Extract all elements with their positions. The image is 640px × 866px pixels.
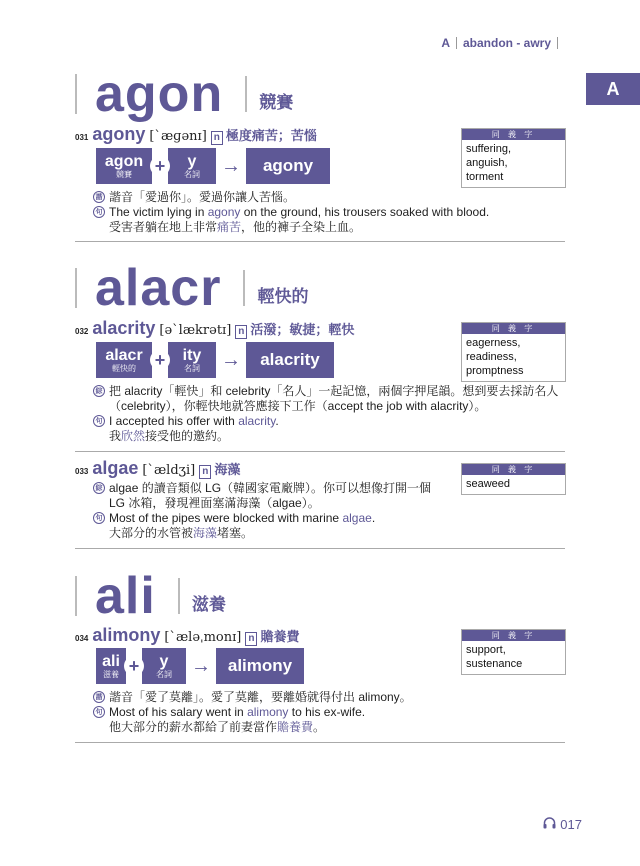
homophone-icon: 諧 — [93, 691, 105, 703]
word-formula — [96, 342, 334, 378]
definition: 極度痛苦；苦惱 — [225, 128, 317, 143]
root-heading — [75, 259, 309, 317]
synonym-title: 同 義 字 — [462, 323, 565, 334]
root-heading — [75, 65, 294, 123]
example-translation: 受害者躺在地上非常痛苦，他的褲子全染上血。 — [109, 220, 362, 234]
root-piece: agon 競賽 — [96, 148, 152, 184]
result-word: agony — [246, 148, 330, 184]
divider — [243, 270, 245, 306]
homophone-icon: 諧 — [93, 191, 105, 203]
word-formula — [96, 148, 330, 184]
section-divider — [75, 742, 565, 743]
word-formula — [96, 648, 304, 684]
sentence-icon: 句 — [93, 415, 105, 427]
synonym-title: 同 義 字 — [462, 464, 565, 475]
arrow-icon: → — [221, 154, 241, 177]
root-meaning: 競賽 — [259, 92, 294, 112]
mnemonic-note-cont: LG 冰箱，發現裡面塞滿海藻（algae）。 — [109, 496, 320, 510]
entry-notes — [93, 690, 573, 735]
headword: alimony — [92, 625, 161, 645]
headword: algae — [92, 458, 139, 478]
root-word: agon — [95, 65, 224, 123]
suffix-piece: y 名詞 — [142, 648, 186, 684]
entry-number: 033 — [75, 467, 89, 476]
running-header — [441, 36, 558, 50]
synonym-box — [461, 128, 566, 188]
mnemonic-note: 諧音「愛過你」。愛過你讓人苦惱。 — [109, 190, 296, 204]
plus-icon: + — [124, 656, 144, 676]
root-piece: alacr 輕快的 — [96, 342, 152, 378]
divider — [75, 74, 77, 114]
suffix-piece: y 名詞 — [168, 148, 216, 184]
header-letter: A — [441, 36, 450, 50]
synonym-list: eagerness, readiness, promptness — [466, 337, 524, 377]
synonym-title: 同 義 字 — [462, 630, 565, 641]
entry-notes — [93, 190, 573, 235]
arrow-icon: → — [191, 654, 211, 677]
plus-icon: + — [150, 156, 170, 176]
example-sentence: The victim lying in agony on the ground, his trousers soaked with blood. — [109, 205, 490, 219]
mnemonic-note-cont: （celebrity），你輕快地就答應接下工作（accept the job with alacrity）。 — [109, 399, 487, 413]
part-of-speech: n — [199, 465, 211, 479]
root-word: ali — [95, 567, 156, 625]
suffix-piece: ity 名詞 — [168, 342, 216, 378]
synonym-list: seaweed — [466, 478, 511, 490]
example-sentence: Most of the pipes were blocked with marine algae. — [109, 511, 376, 525]
pronunciation: [ˋæləˌmonɪ] — [164, 630, 242, 645]
example-translation: 他大部分的薪水都給了前妻當作贍養費。 — [109, 720, 326, 734]
section-divider — [75, 241, 565, 242]
part-of-speech: n — [211, 131, 223, 145]
header-divider — [456, 37, 457, 49]
part-of-speech: n — [235, 325, 247, 339]
headphones-icon[interactable] — [543, 817, 556, 832]
sentence-icon: 句 — [93, 706, 105, 718]
section-divider — [75, 548, 565, 549]
synonym-title: 同 義 字 — [462, 129, 565, 140]
entry-number: 034 — [75, 634, 89, 643]
example-translation: 大部分的水管被海藻堵塞。 — [109, 526, 254, 540]
root-meaning: 滋養 — [191, 594, 226, 614]
entry-notes — [93, 481, 573, 541]
definition: 活潑；敏捷；輕快 — [250, 322, 355, 337]
root-piece: ali 滋養 — [96, 648, 126, 684]
header-range: abandon - awry — [462, 36, 551, 50]
root-word: alacr — [95, 259, 222, 317]
synonym-box — [461, 629, 566, 675]
part-of-speech: n — [245, 632, 257, 646]
root-heading — [75, 567, 226, 625]
entry-number: 031 — [75, 133, 89, 142]
header-divider — [557, 37, 558, 49]
entry-notes — [93, 384, 573, 444]
divider — [75, 576, 77, 616]
mnemonic-note: 諧音「愛了莫離」。愛了莫離，要離婚就得付出 alimony。 — [109, 690, 412, 704]
synonym-box — [461, 322, 566, 382]
mnemonic-note: 把 alacrity「輕快」和 celebrity「名人」一起記憶，兩個字押尾韻。想到要去採訪名人 — [109, 384, 559, 398]
entry-number: 032 — [75, 327, 89, 336]
example-translation: 我欣然接受他的邀約。 — [109, 429, 230, 443]
example-sentence: I accepted his offer with alacrity. — [109, 414, 279, 428]
synonym-list: suffering, anguish, torment — [466, 143, 512, 183]
root-meaning: 輕快的 — [257, 286, 309, 306]
sentence-icon: 句 — [93, 512, 105, 524]
sentence-icon: 句 — [93, 206, 105, 218]
arrow-icon: → — [221, 348, 241, 371]
definition: 贍養費 — [260, 629, 300, 644]
synthesis-icon: 綜 — [93, 385, 105, 397]
headword: alacrity — [92, 318, 156, 338]
mnemonic-note: algae 的讀音類似 LG（韓國家電廠牌）。你可以想像打開一個 — [109, 481, 432, 495]
section-divider — [75, 451, 565, 452]
result-word: alacrity — [246, 342, 334, 378]
synthesis-icon: 綜 — [93, 482, 105, 494]
divider — [178, 578, 180, 614]
headword: agony — [92, 124, 146, 144]
definition: 海藻 — [214, 462, 241, 477]
example-sentence: Most of his salary went in alimony to his ex-wife. — [109, 705, 366, 719]
pronunciation: [ˋældʒi] — [142, 463, 196, 478]
section-tab[interactable]: A — [586, 73, 640, 105]
page-number: 017 — [543, 817, 582, 832]
result-word: alimony — [216, 648, 304, 684]
divider — [245, 76, 247, 112]
divider — [75, 268, 77, 308]
plus-icon: + — [150, 350, 170, 370]
synonym-list: support, sustenance — [466, 644, 523, 670]
pronunciation: [əˋlækrətɪ] — [159, 323, 232, 338]
pronunciation: [ˋæɡənɪ] — [149, 129, 207, 144]
